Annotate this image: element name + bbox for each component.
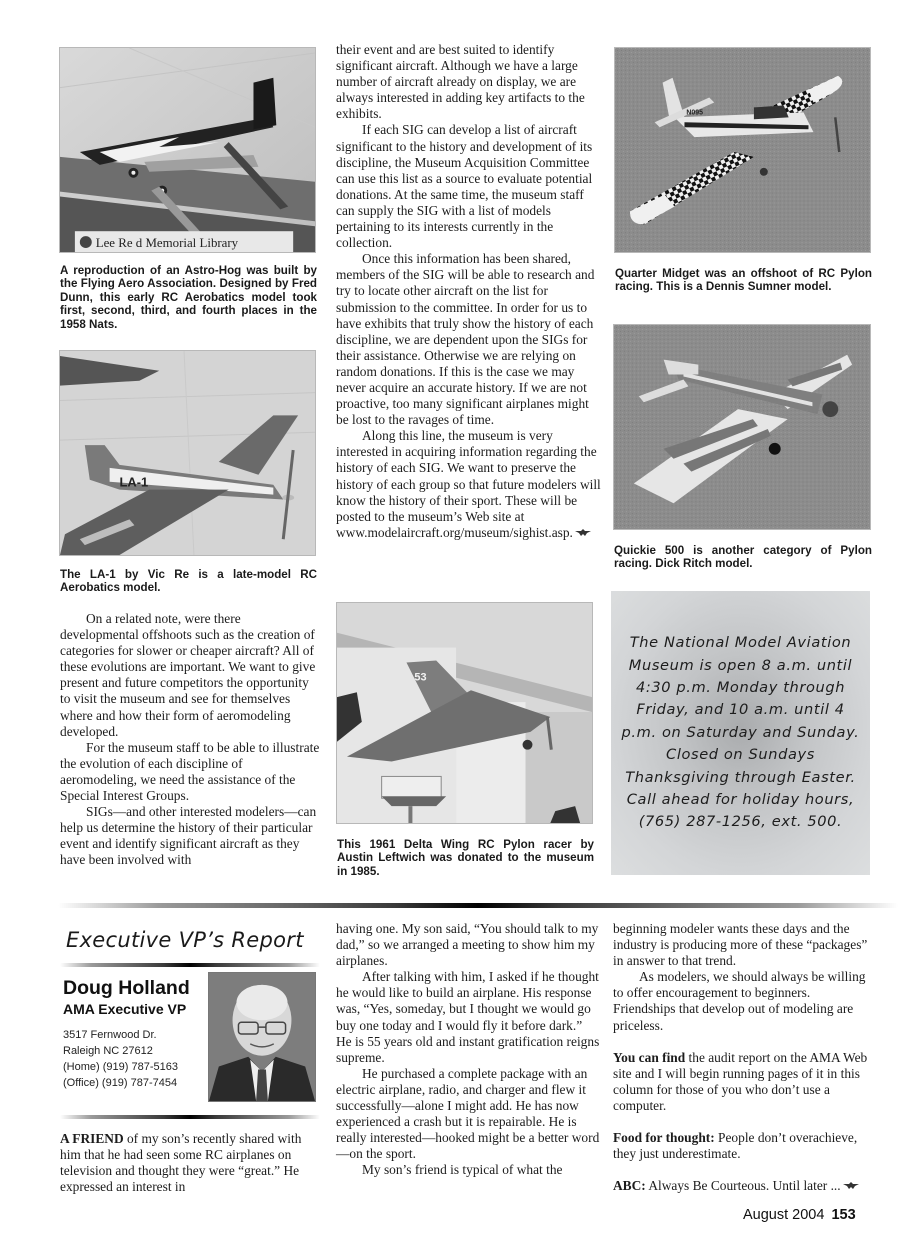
address-line: Raleigh NC 27612 (63, 1045, 153, 1057)
lead-in: You can find (613, 1049, 686, 1065)
report-paragraph: After talking with him, I asked if he thought he would like to build an airplane. His response was, “Yes, someday, but I thought we would go buy one today and I would fly it before dark.” He is 55 years old and instant gratification reigns supreme. (336, 969, 600, 1065)
lead-in: ABC: (613, 1178, 646, 1194)
left-article-column (60, 611, 322, 869)
article-paragraph: For the museum staff to be able to illustrate the evolution of each discipline of aeromodeling, we need the assistance of the Special Interest Groups. (60, 739, 320, 804)
portrait-image (209, 973, 315, 1101)
ama-end-mark-icon (843, 1182, 859, 1189)
lead-in: A FRIEND (60, 1131, 124, 1146)
museum-hours-text: The National Model Aviation Museum is open 8 a.m. until 4:30 p.m. Monday through Friday, and 10 a.m. until 4 p.m. on Saturday and Sunday. Closed on Sundays Thanksgiving through Easter. Call ahead for holiday hours, (765) 287-1256, ext. 500. (621, 634, 860, 831)
bio-underline (60, 1115, 320, 1119)
sign-off: ABC: Always Be Courteous. Until later ... (613, 1178, 875, 1194)
address-line: 3517 Fernwood Dr. (63, 1029, 157, 1041)
quarter-midget-image (615, 48, 870, 252)
page-folio (743, 1207, 856, 1223)
quickie-500-photo (613, 324, 871, 530)
section-title: Executive VP’s Report (66, 928, 304, 952)
astro-hog-photo (59, 47, 316, 253)
issue-date: August 2004 (743, 1207, 825, 1223)
la-1-image (60, 351, 315, 555)
page-number: 153 (831, 1207, 856, 1223)
author-portrait (208, 972, 316, 1102)
article-paragraph: Along this line, the museum is very interested in acquiring information regarding the history of each SIG. We want to preserve the history of each group so that future modelers will know the history of their sport. These will be posted to the museum’s Web site at www.modelaircraft.org/museum/sighist.asp. (336, 428, 601, 540)
svg-text:N095: N095 (686, 109, 704, 117)
delta-wing-caption: This 1961 Delta Wing RC Pylon racer by Austin Leftwich was donated to the museum in 1985. (337, 838, 594, 878)
svg-text:53: 53 (414, 671, 427, 684)
middle-article-column (336, 42, 601, 541)
article-paragraph: SIGs—and other interested modelers—can help us determine the history of their particular event and identify significant aircraft as they have been involved with (60, 804, 317, 868)
article-paragraph: If each SIG can develop a list of aircraft significant to the history and development of its discipline, the Museum Acquisition Committee can use this list as a source to evaluate potential donations. At the same time, the museum staff can supply the SIG with a list of models pertaining to its interests currently in the collection. (336, 122, 593, 251)
museum-hours-box (611, 591, 870, 875)
quickie-500-image (614, 325, 870, 529)
quarter-midget-photo (614, 47, 871, 253)
la-1-caption: The LA-1 by Vic Re is a late-model RC Aerobatics model. (60, 568, 317, 595)
home-phone: (Home) (919) 787-5163 (63, 1061, 178, 1073)
report-paragraph: A FRIEND of my son’s recently shared with him that he had seen some RC airplanes on television and thought they were “great.” He expressed an interest in (60, 1131, 302, 1195)
quickie-500-caption: Quickie 500 is another category of Pylon racing. Dick Ritch model. (614, 544, 872, 571)
report-paragraph: having one. My son said, “You should talk to my dad,” so we arranged a meeting to show him my airplanes. (336, 921, 599, 969)
delta-wing-image (337, 603, 592, 823)
delta-wing-photo (336, 602, 593, 824)
title-underline (60, 963, 320, 967)
food-for-thought: Food for thought: People don’t overachieve, they just underestimate. (613, 1130, 858, 1162)
report-paragraph: As modelers, we should always be willing to offer encouragement to beginners. Friendships that develop out of modeling are priceless. (613, 969, 866, 1033)
quarter-midget-caption: Quarter Midget was an offshoot of RC Pylon racing. This is a Dennis Sumner model. (615, 267, 872, 294)
astro-hog-image (60, 48, 315, 252)
report-column-2 (336, 921, 601, 1179)
svg-text:LA-1: LA-1 (119, 474, 149, 490)
author-contact (63, 1027, 178, 1091)
lead-in: Food for thought: (613, 1130, 715, 1146)
ama-end-mark-icon (575, 529, 591, 536)
report-paragraph: My son’s friend is typical of what the (362, 1162, 563, 1178)
report-column-1 (60, 1131, 322, 1195)
article-paragraph: Once this information has been shared, members of the SIG will be able to research and try to locate other aircraft on the list for submission to the committee. In order for us to have exhibits that truly show the history of each discipline, we are dependent upon the SIGs for their assistance. Otherwise we are relying on random donations. If this is the case we may never acquire an accurate history. If we are not proactive, too many significant airplanes might be lost to the ravages of time. (336, 251, 595, 428)
astro-hog-caption: A reproduction of an Astro-Hog was built by the Flying Aero Association. Designed by Fred Dunn, this early RC Aerobatics model took first, second, third, and fourth places in the 1958 Nats. (60, 264, 317, 331)
article-paragraph: On a related note, were there developmental offshoots such as the creation of categories for slower or cheaper aircraft? All of these evolutions are important. We want to give present and future competitors the opportunity to visit the museum and see for themselves where and how their form of aeromodeling developed. (60, 611, 316, 739)
report-paragraph: beginning modeler wants these days and the industry is producing more of these “packages” in answer to that trend. (613, 921, 868, 969)
la-1-photo (59, 350, 316, 556)
author-name: Doug Holland (63, 977, 190, 999)
article-paragraph: their event and are best suited to identify significant aircraft. Although we have a large number of aircraft already on display, we are always interested in adding key artifacts to the exhibits. (336, 42, 585, 122)
office-phone: (Office) (919) 787-7454 (63, 1077, 178, 1089)
svg-text:Lee Re d Memorial Library: Lee Re d Memorial Library (95, 236, 239, 251)
section-divider (58, 903, 898, 908)
author-role: AMA Executive VP (63, 1001, 187, 1017)
report-column-3 (613, 921, 875, 1194)
audit-paragraph: You can find the audit report on the AMA Web site and I will begin running pages of it in this column for those of you who don’t use a computer. (613, 1049, 868, 1113)
report-paragraph: He purchased a complete package with an electric airplane, radio, and charger and flew it successfully—alone I might add. He has now experienced a crash but it is repairable. He is really interested—hooked might be a better word—on the sport. (336, 1065, 600, 1162)
